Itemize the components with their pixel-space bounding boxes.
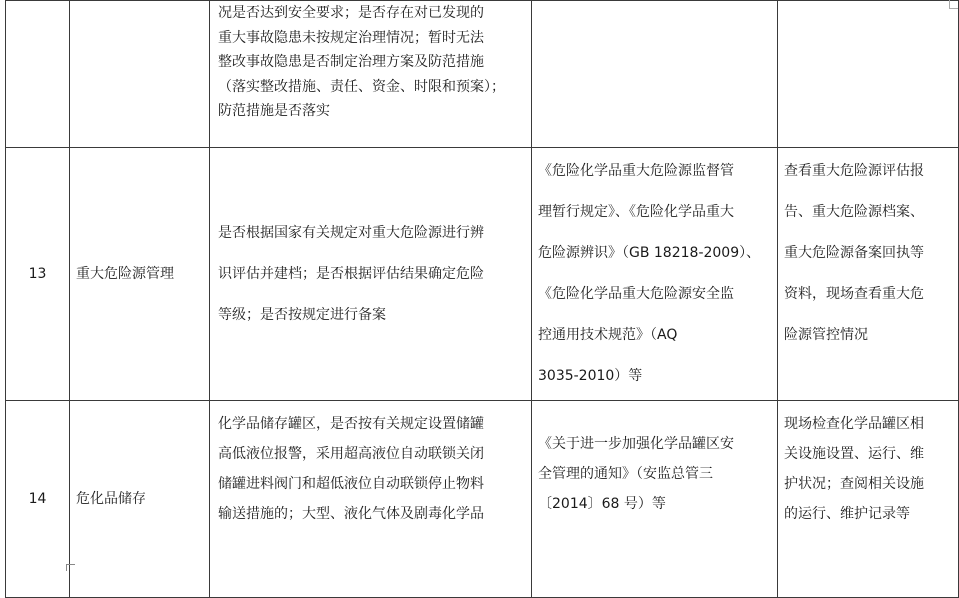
text-line: 〔2014〕68 号）等: [538, 496, 666, 512]
item-name-cell: 危化品储存: [70, 401, 210, 598]
method-cell: [778, 148, 959, 401]
inspection-table: [5, 0, 959, 598]
row-number-cell: [6, 1, 70, 148]
text-line: 护状况；查阅相关设施: [784, 476, 924, 492]
row-number-cell: 14: [6, 401, 70, 598]
text-line: 《关于进一步加强化学品罐区安: [538, 436, 734, 452]
item-name-cell: [70, 1, 210, 148]
page-corner-mark: [949, 0, 958, 9]
text-line: 《危险化学品重大危险源监督管: [538, 163, 734, 179]
check-content-cell: [210, 401, 532, 598]
row-number-cell: 13: [6, 148, 70, 401]
basis-cell: [532, 148, 778, 401]
check-content-cell: [210, 148, 532, 401]
table-row: [6, 148, 959, 401]
method-cell: [778, 1, 959, 148]
text-line: 告、重大危险源档案、: [784, 204, 924, 220]
text-line: 高低液位报警，采用超高液位自动联锁关闭: [218, 446, 484, 462]
table-row: [6, 401, 959, 598]
item-name-cell: 重大危险源管理: [70, 148, 210, 401]
method-cell: [778, 401, 959, 598]
text-line: 重大事故隐患未按规定治理情况；暂时无法: [218, 29, 484, 46]
basis-cell: [532, 401, 778, 598]
text-line: 等级；是否按规定进行备案: [218, 306, 386, 323]
text-line: 险源管控情况: [784, 327, 868, 343]
text-line: （落实整改措施、责任、资金、时限和预案）；: [218, 78, 505, 95]
text-line: 资料，现场查看重大危: [784, 286, 924, 302]
text-line: 的运行、维护记录等: [784, 506, 910, 522]
text-line: 全管理的通知》（安监总管三: [538, 466, 713, 482]
text-line: 防范措施是否落实: [218, 103, 330, 119]
text-line: 是否根据国家有关规定对重大危险源进行辨: [218, 224, 484, 241]
text-line: 储罐进料阀门和超低液位自动联锁停止物料: [218, 476, 484, 492]
text-line: 危险源辨识》（GB 18218-2009）、: [538, 245, 761, 261]
text-line: 输送措施的；大型、液化气体及剧毒化学品: [218, 506, 484, 522]
text-line: 关设施设置、运行、维: [784, 446, 924, 462]
text-line: 化学品储存罐区，是否按有关规定设置储罐: [218, 416, 484, 432]
text-line: 《危险化学品重大危险源安全监: [538, 286, 734, 302]
text-line: 控通用技术规范》（AQ: [538, 327, 678, 343]
check-content-cell: [210, 1, 532, 148]
text-line: 况是否达到安全要求；是否存在对已发现的: [218, 5, 484, 21]
basis-cell: [532, 1, 778, 148]
text-line: 查看重大危险源评估报: [784, 163, 924, 179]
text-line: 理暂行规定》、《危险化学品重大: [538, 204, 734, 220]
text-line: 整改事故隐患是否制定治理方案及防范措施: [218, 54, 484, 70]
text-line: 重大危险源备案回执等: [784, 245, 924, 261]
text-line: 3035-2010）等: [538, 368, 643, 384]
text-line: 识评估并建档；是否根据评估结果确定危险: [218, 265, 484, 282]
text-line: 现场检查化学品罐区相: [784, 416, 924, 432]
table-row: [6, 1, 959, 148]
